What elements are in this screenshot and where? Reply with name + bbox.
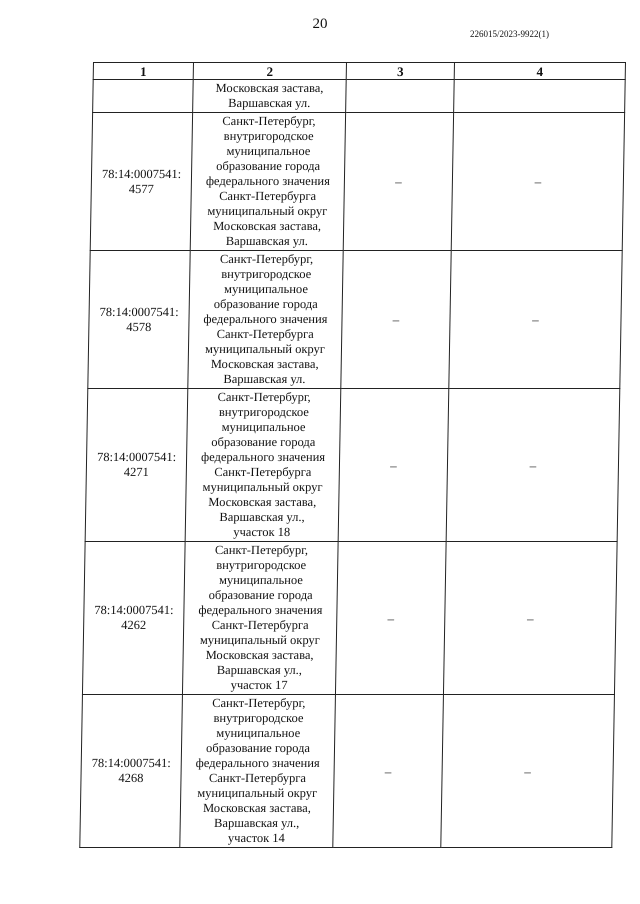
col3-cell: –: [335, 542, 446, 695]
table-row: [90, 113, 624, 251]
cadastral-number-cell: 78:14:0007541: 4271: [85, 389, 188, 542]
column-header-2: 2: [193, 63, 346, 80]
col4-cell: –: [443, 542, 617, 695]
column-header-3: 3: [346, 63, 454, 80]
address-cell: Санкт-Петербург, внутригородское муниципальное образование города федерального значения Санкт-Петербурга муниципальный округ Московская застава, Варшавская ул., участок 18: [185, 389, 341, 542]
address-cell: Санкт-Петербург, внутригородское муниципальное образование города федерального значения Санкт-Петербурга муниципальный округ Московская застава, Варшавская ул.: [190, 113, 345, 251]
col4-cell: –: [446, 389, 620, 542]
column-header-4: 4: [454, 63, 625, 80]
col3-cell: –: [341, 251, 451, 389]
address-cell: Санкт-Петербург, внутригородское муниципальное образование города федерального значения Санкт-Петербурга муниципальный округ Московская застава, Варшавская ул., участок 17: [182, 542, 338, 695]
table-row-continuation: [93, 80, 626, 113]
col4-cell: –: [441, 695, 615, 848]
address-cell: Московская застава, Варшавская ул.: [193, 80, 347, 113]
col4-cell: –: [451, 113, 624, 251]
col3-cell: [346, 80, 455, 113]
cadastral-number-cell: 78:14:0007541: 4578: [88, 251, 190, 389]
col3-cell: –: [338, 389, 449, 542]
column-header-1: 1: [93, 63, 193, 80]
cadastral-number-cell: 78:14:0007541: 4268: [80, 695, 183, 848]
document-reference: 226015/2023-9922(1): [470, 29, 549, 39]
address-cell: Санкт-Петербург, внутригородское муниципальное образование города федерального значения Санкт-Петербурга муниципальный округ Московская застава, Варшавская ул.: [188, 251, 343, 389]
col3-cell: –: [343, 113, 453, 251]
table-row: [88, 251, 622, 389]
registry-table: [79, 62, 626, 848]
table-header-row: [93, 63, 625, 80]
table-row: [80, 695, 615, 848]
col4-cell: [454, 80, 626, 113]
col3-cell: –: [333, 695, 444, 848]
cadastral-number-cell: 78:14:0007541: 4262: [82, 542, 185, 695]
page-number: 20: [312, 16, 328, 32]
cadastral-number-cell: [93, 80, 194, 113]
cadastral-number-cell: 78:14:0007541: 4577: [90, 113, 192, 251]
col4-cell: –: [449, 251, 622, 389]
table-row: [85, 389, 620, 542]
table-row: [82, 542, 617, 695]
registry-table-container: [93, 62, 626, 848]
address-cell: Санкт-Петербург, внутригородское муниципальное образование города федерального значения Санкт-Петербурга муниципальный округ Московская застава, Варшавская ул., участок 14: [180, 695, 336, 848]
